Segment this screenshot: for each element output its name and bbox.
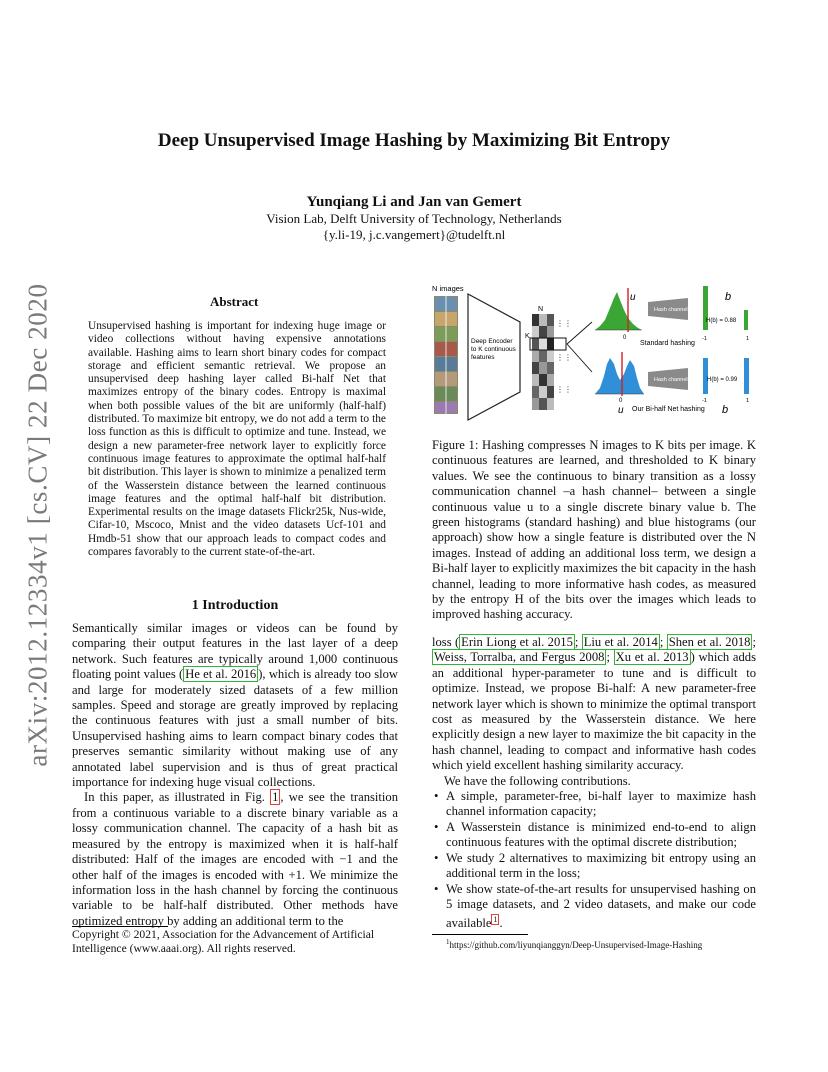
tick-1-top: 1 xyxy=(746,336,750,342)
k-axis-label: K xyxy=(525,333,530,340)
citation-link[interactable]: Weiss, Torralba, and Fergus 2008 xyxy=(434,650,605,665)
email-line: {y.li-19, j.c.vangemert}@tudelft.nl xyxy=(322,227,506,242)
figure-ref-link[interactable]: 1 xyxy=(272,790,279,805)
arxiv-stamp xyxy=(8,283,68,767)
figure-1-caption: Figure 1: Hashing compresses N images to K bits per image. K continuous features are learned, and thresholded to K binary values. We see the continuous to binary transition as a lossy communication channel –a hash channel– between a single continuous value u to a single discrete binary value b. The green histograms (standard hashing) and blue histograms (our approach) show how a single feature is distributed over the N images. Instead of adding an additional loss term, we design a Bi-half layer to explicitly maximizes the bit capacity in the hash channel, leading to more informative hash codes, as measured by the entropy H of the bits over the images which leads to improved hashing accuracy. xyxy=(432,438,756,622)
paper-title: Deep Unsupervised Image Hashing by Maximizing Bit Entropy xyxy=(157,130,671,151)
citation-link[interactable]: Shen et al. 2018 xyxy=(668,635,751,649)
u-label-top: u xyxy=(630,292,636,303)
copyright-notice: Copyright © 2021, Association for the Advancement of Artificial Intelligence (www.aaai.org). All rights reserved. xyxy=(72,928,375,955)
n-axis-label: N xyxy=(538,306,544,313)
bit-bar-plus-top xyxy=(744,310,748,330)
tick-m1-bottom: -1 xyxy=(702,398,707,404)
list-item: • A Wasserstein distance is minimized end-to-end to align continuous features with the optimal discrete distribution; xyxy=(432,820,756,851)
contributions-intro: We have the following contributions. xyxy=(444,773,631,788)
section-heading-introduction: 1 Introduction xyxy=(191,598,279,613)
histogram-bi-half xyxy=(595,358,644,394)
footnote-mark: 1 xyxy=(446,938,450,946)
n-images-label: N images xyxy=(432,284,464,293)
svg-text:⋮⋮: ⋮⋮ xyxy=(556,385,572,394)
image-strip xyxy=(434,296,458,414)
list-item: • A simple, parameter-free, bi-half layer to maximize hash channel information capacity; xyxy=(432,789,756,820)
footnote-rule xyxy=(72,926,168,927)
citation-link[interactable]: He et al. 2016 xyxy=(185,667,257,682)
tick-zero-bottom: 0 xyxy=(619,398,623,404)
bit-bar-plus-bottom xyxy=(744,358,749,394)
abstract-text: Unsupervised hashing is important for indexing huge image or video collections without having expensive annotations available. Hashing aims to learn short binary codes for compact storage and efficient semantic retrieval. We propose an unsupervised deep hashing layer called Bi-half Net that maximizes entropy of the binary codes. Entropy is maximal when both possible values of the bit are uniformly (half-half) distributed. To maximize bit entropy, we do not add a term to the loss function as this is difficult to optimize and tune. Instead, we design a new parameter-free network layer to explicitly force continuous image features to approximate the optimal half-half bit distribution. This layer is shown to minimize a penalized term of the Wasserstein distance between the learned continuous image features and the optimal half-half bit distribution. Experimental results on the image datasets Flickr25k, Nus-wide, Cifar-10, Mscoco, Mnist and the video datasets Ucf-101 and Hmdb-51 show that our approach leads to compact codes and compares favorably to the current state-of-the-art. xyxy=(88,320,386,559)
list-item: • We study 2 alternatives to maximizing bit entropy using an additional term in the loss; xyxy=(432,851,756,882)
svg-text:⋮⋮: ⋮⋮ xyxy=(556,353,572,362)
bit-bar-minus-bottom xyxy=(703,358,708,394)
abstract-heading: Abstract xyxy=(210,294,259,309)
citation-link[interactable]: Liu et al. 2014 xyxy=(583,635,658,649)
affiliation-line: Vision Lab, Delft University of Technology, Netherlands xyxy=(266,211,562,226)
citation-link[interactable]: Xu et al. 2013 xyxy=(615,650,689,665)
contributions-list xyxy=(432,789,756,932)
svg-text:⋮⋮: ⋮⋮ xyxy=(556,319,572,328)
tick-zero-top: 0 xyxy=(623,335,627,341)
entropy-bi-half: H(b) = 0.99 xyxy=(707,377,738,383)
footnote xyxy=(446,938,766,950)
author-affiliation xyxy=(0,211,828,243)
hash-channel-label-top: Hash channel xyxy=(654,307,688,313)
tick-m1-top: -1 xyxy=(702,336,707,342)
arxiv-id: arXiv:2012.12334v1 [cs.CV] 22 Dec 2020 xyxy=(22,283,53,767)
standard-hashing-label: Standard hashing xyxy=(640,340,695,347)
b-label-bottom: b xyxy=(722,404,729,416)
encoder-label-3: features xyxy=(471,354,495,361)
footnote-rule-right xyxy=(432,934,528,935)
list-item: • We show state-of-the-art results for unsupervised hashing on 5 image datasets, and 2 video datasets, and make our code available $^1$ . xyxy=(432,882,756,932)
intro-right-column xyxy=(432,635,756,932)
paper-authors: Yunqiang Li and Jan van Gemert xyxy=(306,194,522,210)
bi-half-label: Our Bi-half Net hashing xyxy=(632,406,705,413)
entropy-standard: H(b) = 0.88 xyxy=(706,318,737,324)
feature-matrix xyxy=(530,314,572,410)
u-label-bottom: u xyxy=(618,405,624,416)
footnote-ref-link[interactable]: 1 xyxy=(493,915,498,925)
encoder-label-1: Deep Encoder xyxy=(471,338,513,345)
b-label-top: b xyxy=(725,291,732,303)
citation-link[interactable]: Erin Liong et al. 2015 xyxy=(461,635,573,649)
hash-channel-label-bottom: Hash channel xyxy=(654,377,688,383)
intro-paragraph-1: Semantically similar images or videos can be found by comparing their output features in the last layer of a deep network. Such features are typically around 1,000 continuous floating point values ( He et al. 2016 ), which is already too slow and large for moderately sized datasets of a few million samples. Speed and storage are greatly improved by replacing the continuous features with just a small number of bits. Unsupervised hashing aims to learn compact binary codes that preserves semantic similarity without making use of any annotated label supervision and is thus of great practical importance for indexing huge visual collections. xyxy=(72,621,398,790)
intro-paragraph-3: loss ( Erin Liong et al. 2015 ; Liu et al. 2014 ; Shen et al. 2018 ; Weiss, Torralba, and Fergus 2008 ; Xu et al. 2013 ) which adds an additional hyper-parameter to tune and is difficult to optimize. Instead, we propose Bi-half: A new parameter-free network layer which is shown to minimize the optimal transport cost as measured by the Wasserstein distance. We here explicitly design a new layer to maximize the bit capacity in the hash channel, leading to compact and informative hash codes which yield excellent hashing similarity accuracy. xyxy=(432,635,756,773)
intro-left-column xyxy=(72,621,398,929)
encoder-label-2: to K continuous xyxy=(471,346,516,353)
footnote-url[interactable]: https://github.com/liyunqianggyn/Deep-Unsupervised-Image-Hashing xyxy=(449,940,703,950)
intro-paragraph-2: In this paper, as illustrated in Fig. 1 , we see the transition from a continuous variable to a discrete binary variable as a lossy communication channel. The capacity of a hash bit as measured by the entropy is maximized when it is half-half distributed: Half of the images are encoded with −1 and the other half of the images is encoded with +1. We minimize the information loss in the hash channel by forcing the continuous variable to be half-half distributed. Other methods have optimized entropy by adding an additional term to the xyxy=(72,790,398,928)
figure-1 xyxy=(430,280,760,430)
tick-1-bottom: 1 xyxy=(746,398,750,404)
